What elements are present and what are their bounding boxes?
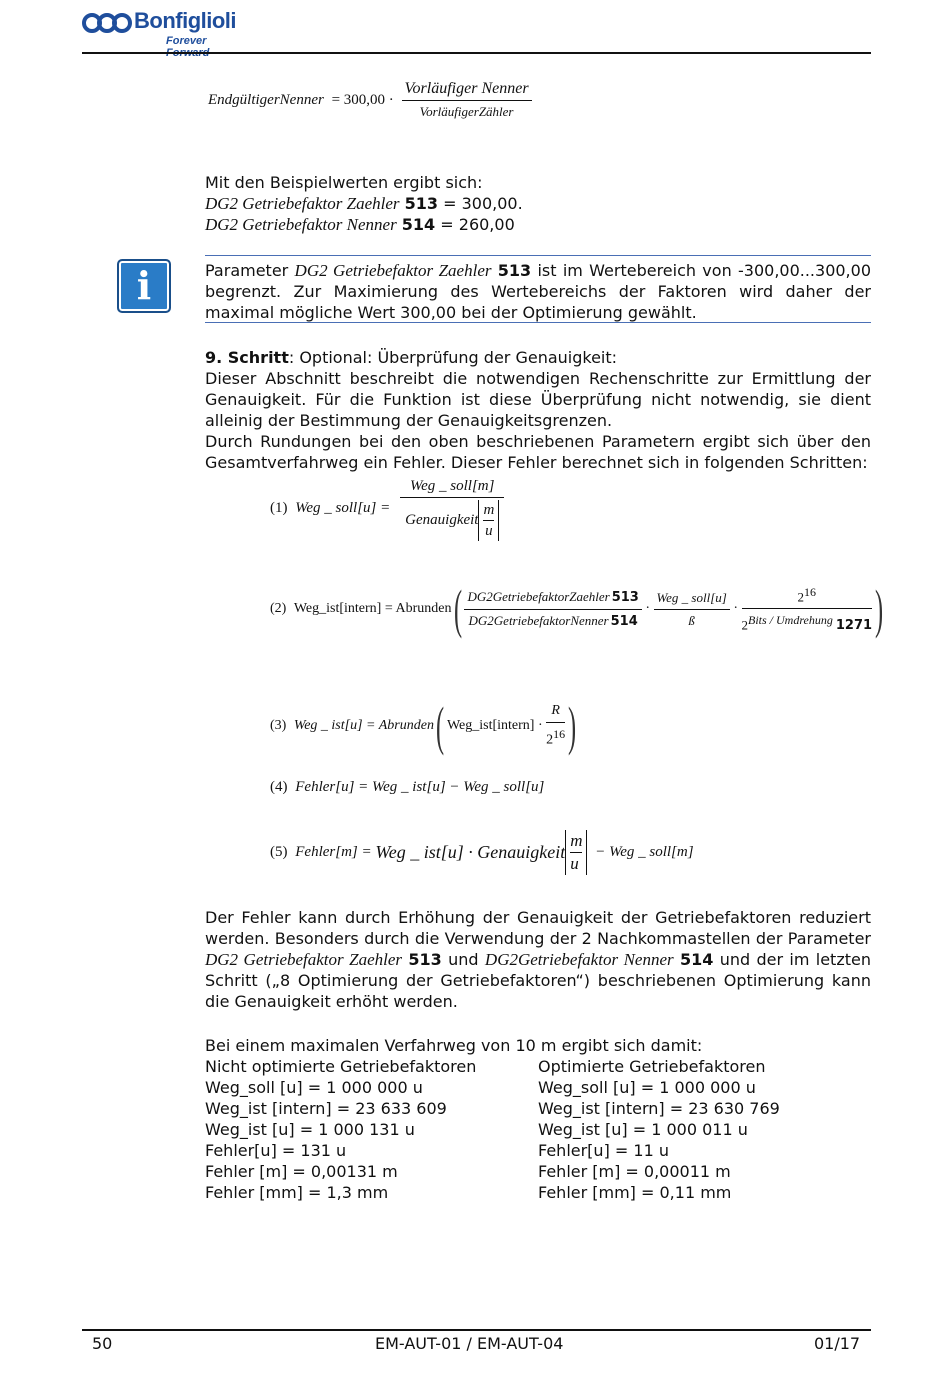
param-number: 513 xyxy=(404,194,439,213)
compare-right-row: Weg_ist [intern] = 23 630 769 xyxy=(538,1099,780,1118)
equation-1: (1) Weg _ soll[u] = Weg _ soll[m] Genauigkeit $\frac{m}{u}$ xyxy=(270,475,504,542)
example-intro: Mit den Beispielwerten ergibt sich: xyxy=(205,173,483,192)
info-text: Parameter DG2 Getriebefaktor Zaehler 513 ist im Wertebereich von -300,00...300,00 begrenzt. Zur Maximierung des Wertebereichs der Faktoren wird daher der maximal mögliche Wert 300,00 bei der Optimierung gewählt. xyxy=(205,261,872,322)
formula-denominator: VorläufigerZähler xyxy=(419,104,514,119)
compare-right-row: Weg_soll [u] = 1 000 000 u xyxy=(538,1078,756,1097)
param-number: 514 xyxy=(679,950,714,969)
param-name: DG2 Getriebefaktor Zaehler xyxy=(294,261,492,280)
compare-left-row: Weg_ist [intern] = 23 633 609 xyxy=(205,1099,447,1118)
param-name: DG2Getriebefaktor Nenner xyxy=(484,950,674,969)
equation-5: (5) Fehler[m] = Weg _ ist[u] · Genauigkeit $\frac{m}{u}$ − Weg _ soll[m] xyxy=(270,831,694,873)
param-value: = 260,00 xyxy=(435,215,515,234)
error-paragraph: Der Fehler kann durch Erhöhung der Genauigkeit der Getriebefaktoren reduziert werden. Besonders durch die Verwendung der 2 Nachkommastellen der Parameter DG2 Getriebefaktor Zaehler 513 und DG2Getriebefaktor Nenner 514 und der im letzten Schritt („8 Optimierung der Getriebefaktoren“) beschriebenen Optimierung kann die Genauigkeit erhöht werden. xyxy=(205,908,871,1011)
compare-right-row: Fehler [mm] = 0,11 mm xyxy=(538,1183,732,1202)
info-icon xyxy=(117,259,171,313)
equation-4: (4) Fehler[u] = Weg _ ist[u] − Weg _ soll[u] xyxy=(270,779,545,795)
compare-left-row: Fehler [m] = 0,00131 m xyxy=(205,1162,398,1181)
formula-eq: = 300,00 · xyxy=(331,92,394,108)
document-id: EM-AUT-01 / EM-AUT-04 xyxy=(375,1334,564,1353)
param-value: = 300,00. xyxy=(438,194,523,213)
step-paragraph-1: Dieser Abschnitt beschreibt die notwendigen Rechenschritte zur Ermittlung der Genauigkeit. Für die Funktion ist diese Überprüfung nicht notwendig, sie dient alleinig der Bestimmung der Genauigkeitsgrenzen. xyxy=(205,369,871,430)
formula-numerator: Vorläufiger Nenner xyxy=(402,78,532,101)
brand-logo xyxy=(82,8,252,59)
footer-rule xyxy=(82,1329,871,1331)
example-line-1 xyxy=(205,193,871,214)
compare-right-row: Weg_ist [u] = 1 000 011 u xyxy=(538,1120,748,1139)
logo-text: Bonfiglioli xyxy=(134,8,237,33)
compare-right-row: Fehler[u] = 11 u xyxy=(538,1141,669,1160)
formula-final-denominator xyxy=(208,78,532,123)
example-line-2 xyxy=(205,214,871,235)
info-rule-top xyxy=(205,255,871,256)
header-rule xyxy=(82,52,871,54)
compare-right-row: Fehler [m] = 0,00011 m xyxy=(538,1162,731,1181)
info-icon-letter: i xyxy=(136,263,152,308)
param-number: 514 xyxy=(401,215,436,234)
step-paragraph-2: Durch Rundungen bei den oben beschriebenen Parametern ergibt sich über den Gesamtverfahrweg ein Fehler. Dieser Fehler berechnet sich in folgenden Schritten: xyxy=(205,432,871,472)
param-number: 513 xyxy=(497,261,532,280)
step-label: 9. Schritt xyxy=(205,348,289,367)
param-name: DG2 Getriebefaktor Zaehler xyxy=(205,194,400,213)
compare-left-row: Weg_ist [u] = 1 000 131 u xyxy=(205,1120,415,1139)
formula-lhs: EndgültigerNenner xyxy=(208,92,324,108)
document-date: 01/17 xyxy=(814,1334,861,1353)
compare-left-row: Fehler[u] = 131 u xyxy=(205,1141,347,1160)
compare-left-header: Nicht optimierte Getriebefaktoren xyxy=(205,1057,477,1076)
page-number: 50 xyxy=(92,1334,113,1353)
compare-left-row: Weg_soll [u] = 1 000 000 u xyxy=(205,1078,423,1097)
equation-2: (2) Weg_ist[intern] = Abrunden ( DG2GetriebefaktorZaehler 513 DG2GetriebefaktorNenner 514 · Weg _ soll[u] ß · $2^{16}$ $2^{Bits / Umdrehung}$ 1271 ) xyxy=(270,579,883,639)
param-name: DG2 Getriebefaktor Nenner xyxy=(205,215,397,234)
param-number: 513 xyxy=(408,950,442,969)
step-heading: 9. Schritt: Optional: Überprüfung der Genauigkeit: xyxy=(205,348,618,367)
param-name: DG2 Getriebefaktor Zaehler xyxy=(205,950,403,969)
equation-3: (3) Weg _ ist[u] = Abrunden ( Weg_ist[intern] · $\frac{R}{2^{16}}$ ) xyxy=(270,696,576,756)
compare-intro: Bei einem maximalen Verfahrweg von 10 m ergibt sich damit: xyxy=(205,1036,703,1055)
compare-left-row: Fehler [mm] = 1,3 mm xyxy=(205,1183,389,1202)
compare-right-header: Optimierte Getriebefaktoren xyxy=(538,1057,766,1076)
info-rule-bottom xyxy=(205,322,871,323)
logo-tagline: Forever Forward xyxy=(166,35,210,59)
logo-mark-icon xyxy=(82,11,132,35)
